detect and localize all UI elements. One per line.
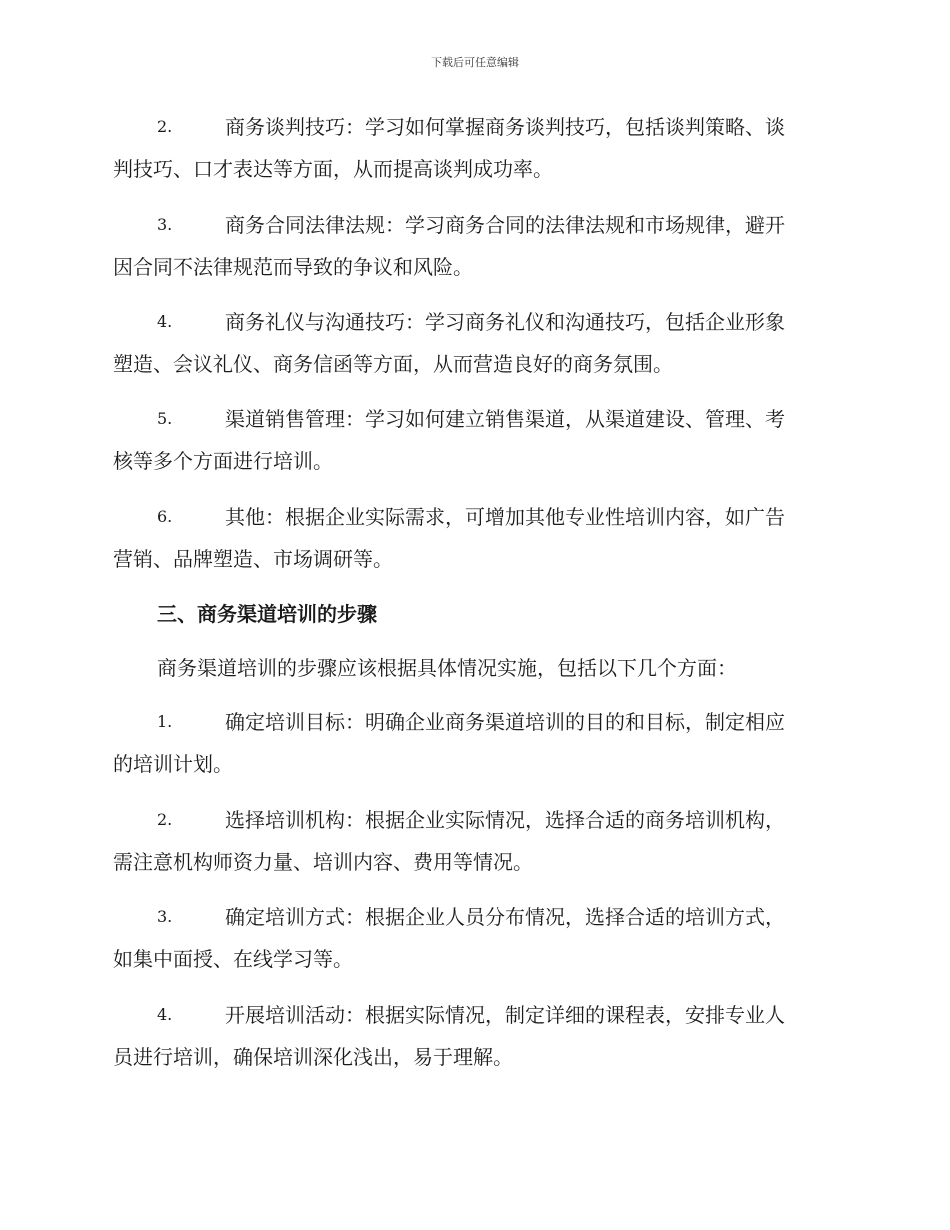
list-text-line: 商务合同法律法规：学习商务合同的法律法规和市场规律，避开 bbox=[225, 213, 785, 237]
list-number: 5. bbox=[157, 409, 173, 428]
list-text-line: 确定培训目标：明确企业商务渠道培训的目的和目标，制定相应 bbox=[225, 710, 785, 734]
list-text-line: 营销、品牌塑造、市场调研等。 bbox=[113, 547, 393, 571]
list-item bbox=[113, 301, 833, 385]
list-text-line: 商务礼仪与沟通技巧：学习商务礼仪和沟通技巧，包括企业形象 bbox=[225, 310, 785, 334]
list-text-line: 选择培训机构：根据企业实际情况，选择合适的商务培训机构， bbox=[225, 808, 785, 832]
list-item bbox=[113, 398, 833, 482]
list-text-line: 的培训计划。 bbox=[113, 752, 233, 776]
list-item bbox=[113, 896, 833, 980]
section-heading: 三、商务渠道培训的步骤 bbox=[157, 602, 377, 626]
list-text-line: 因合同不法律规范而导致的争议和风险。 bbox=[113, 255, 473, 279]
list-text-line: 开展培训活动：根据实际情况，制定详细的课程表，安排专业人 bbox=[225, 1003, 785, 1027]
list-text-line: 其他：根据企业实际需求，可增加其他专业性培训内容，如广告 bbox=[225, 505, 785, 529]
list-item bbox=[113, 106, 833, 190]
list-text-line: 如集中面授、在线学习等。 bbox=[113, 947, 353, 971]
list-number: 2. bbox=[157, 810, 173, 829]
list-number: 3. bbox=[157, 215, 173, 234]
list-text-line: 渠道销售管理：学习如何建立销售渠道，从渠道建设、管理、考 bbox=[225, 407, 785, 431]
list-number: 1. bbox=[157, 712, 173, 731]
list-text-line: 判技巧、口才表达等方面，从而提高谈判成功率。 bbox=[113, 157, 553, 181]
list-item bbox=[113, 701, 833, 785]
list-item bbox=[113, 204, 833, 288]
list-text-line: 核等多个方面进行培训。 bbox=[113, 449, 333, 473]
section-intro: 商务渠道培训的步骤应该根据具体情况实施，包括以下几个方面： bbox=[157, 656, 737, 680]
list-item bbox=[113, 799, 833, 883]
list-text-line: 需注意机构师资力量、培训内容、费用等情况。 bbox=[113, 850, 533, 874]
list-text-line: 确定培训方式：根据企业人员分布情况，选择合适的培训方式， bbox=[225, 905, 785, 929]
page-header: 下载后可任意编辑 bbox=[431, 56, 519, 69]
list-number: 3. bbox=[157, 907, 173, 926]
list-number: 4. bbox=[157, 1005, 173, 1024]
list-number: 2. bbox=[157, 117, 173, 136]
list-text-line: 商务谈判技巧：学习如何掌握商务谈判技巧，包括谈判策略、谈 bbox=[225, 115, 785, 139]
list-text-line: 员进行培训，确保培训深化浅出，易于理解。 bbox=[113, 1045, 513, 1069]
list-item bbox=[113, 496, 833, 580]
list-number: 4. bbox=[157, 312, 173, 331]
list-number: 6. bbox=[157, 507, 173, 526]
list-text-line: 塑造、会议礼仪、商务信函等方面，从而营造良好的商务氛围。 bbox=[113, 352, 673, 376]
list-item bbox=[113, 994, 833, 1078]
